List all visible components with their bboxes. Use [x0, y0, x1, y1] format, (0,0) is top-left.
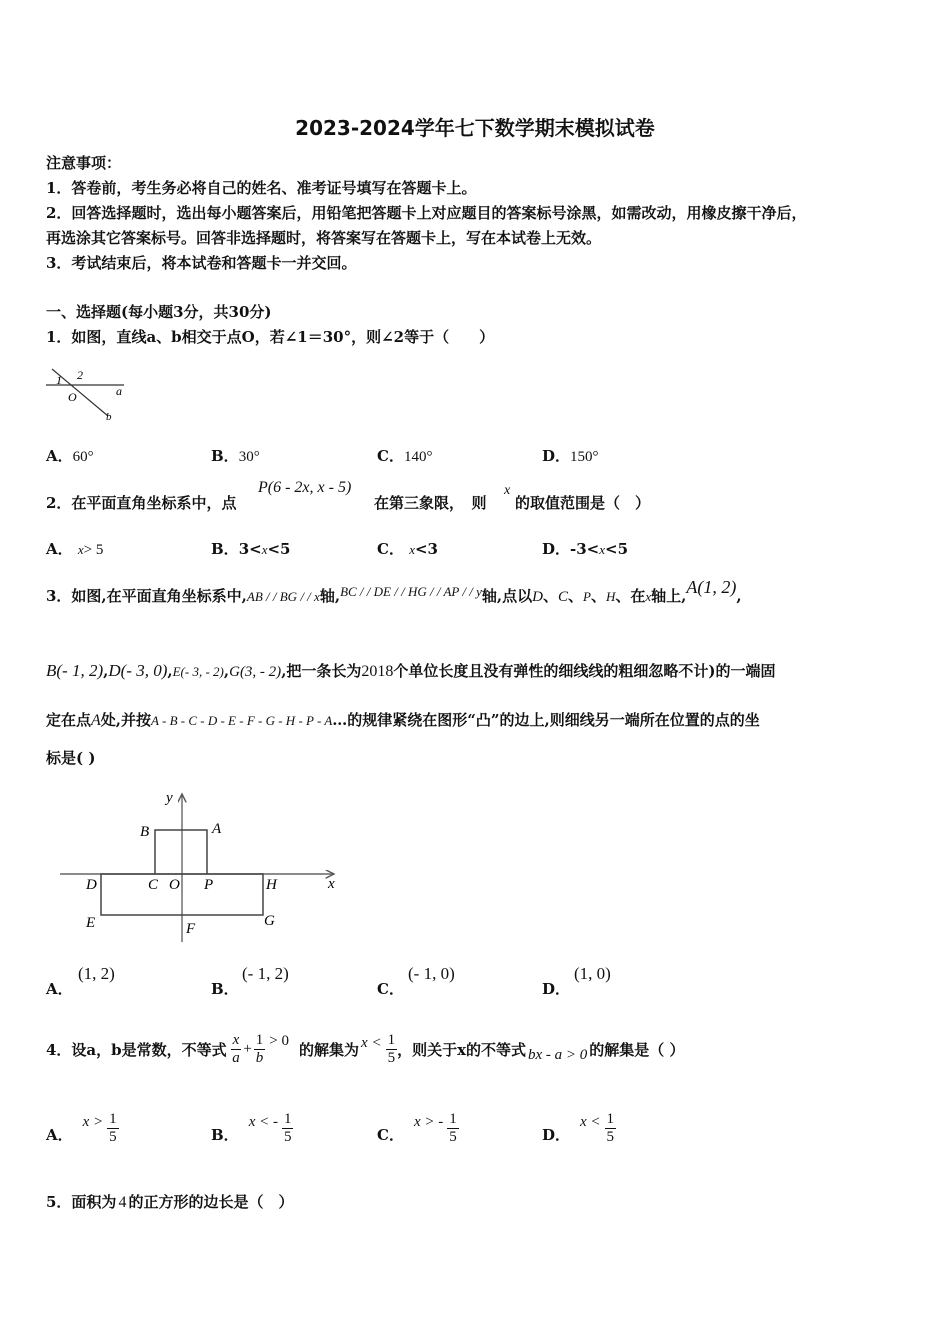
- q3-line-1: 3．如图,在平面直角坐标系中, AB / / BG / / x 轴, BC / / DE / / HG / / AP / / y 轴,点以 D 、 C 、 P 、 H 、在 x 轴上, A(1, 2) ,: [46, 577, 742, 605]
- point-p-label: P: [204, 877, 214, 893]
- q3-option-c-key[interactable]: C．: [377, 980, 404, 998]
- section-heading: 一、选择题(每小题3分，共30分): [46, 303, 272, 321]
- notes-item-1: 1．答卷前，考生务必将自己的姓名、准考证号填写在答题卡上。: [46, 179, 477, 197]
- q1-figure: [44, 364, 130, 422]
- x-label: x: [328, 876, 335, 892]
- q1-option-d[interactable]: D．150°: [542, 447, 599, 465]
- q3-option-d-key[interactable]: D．: [542, 980, 571, 998]
- q3-line-3: 定在点 A 处,并按 A - B - C - D - E - F - G - H - P - A …的规律紧绕在图形“凸”的边上,则细线另一端所在位置的点的坐: [46, 711, 760, 729]
- point-h-label: H: [266, 877, 277, 893]
- top-rect: [155, 830, 207, 874]
- point-o-label: O: [68, 390, 77, 404]
- q2-option-c[interactable]: C． x<3: [377, 540, 438, 558]
- q2-option-d[interactable]: D．-3<x<5: [542, 540, 629, 558]
- point-d-label: D: [86, 877, 97, 893]
- point-f-label: F: [186, 921, 196, 937]
- q1-option-c[interactable]: C．140°: [377, 447, 433, 465]
- q1-option-a[interactable]: A．60°: [46, 447, 94, 465]
- angle-1-label: 1: [56, 373, 62, 387]
- q4-option-d[interactable]: D． x < $\frac{1}{5}$: [542, 1110, 615, 1145]
- q3-line-2: B(- 1, 2) , D(- 3, 0) , E(- 3, - 2) , G(3, - 2) ,把一条长为 2018 个单位长度且没有弹性的细线线的粗细忽略不计)的一端固: [46, 661, 776, 680]
- q3-option-d-value[interactable]: (1, 0): [574, 964, 611, 983]
- point-o-label: O: [169, 877, 180, 893]
- q1-option-b[interactable]: B．30°: [211, 447, 260, 465]
- notes-item-2a: 2．回答选择题时，选出每小题答案后，用铅笔把答题卡上对应题目的答案标号涂黑，如需改动，用橡皮擦干净后，: [46, 204, 807, 222]
- q3-option-c-value[interactable]: (- 1, 0): [408, 964, 455, 983]
- q2-var: x: [504, 483, 511, 498]
- q3-option-b-key[interactable]: B．: [211, 980, 239, 998]
- q3-option-a-value[interactable]: (1, 2): [78, 964, 115, 983]
- q2-prefix: 2．在平面直角坐标系中，点: [46, 494, 237, 512]
- point-b-label: B: [140, 824, 150, 840]
- q2-suffix: 的取值范围是（ ）: [515, 494, 651, 512]
- q4-stem: 4．设a，b是常数，不等式 $\frac{x}{a}$ + $\frac{1}{b}$ > 0 的解集为 x < $\frac{1}{5}$ ，则关于x的不等式 bx - a > 0 的解集是（ ）: [46, 1031, 685, 1066]
- line-b-label: b: [106, 411, 112, 422]
- point-g-label: G: [264, 913, 275, 929]
- notes-heading: 注意事项：: [46, 154, 122, 172]
- angle-2-label: 2: [77, 368, 83, 382]
- notes-item-2b: 再选涂其它答案标号。回答非选择题时，将答案写在答题卡上，写在本试卷上无效。: [46, 229, 602, 247]
- q3-option-a-key[interactable]: A．: [46, 980, 73, 998]
- q1-stem: 1．如图，直线a、b相交于点O，若∠1＝30°，则∠2等于（ ）: [46, 328, 495, 346]
- line-a-label: a: [116, 384, 122, 398]
- q2-point: P(6 - 2x, x - 5): [258, 479, 352, 496]
- q3-line-4: 标是( ): [46, 749, 96, 767]
- q2-option-a[interactable]: A． x> 5: [46, 540, 104, 558]
- q4-option-b[interactable]: B． x < - $\frac{1}{5}$: [211, 1110, 292, 1145]
- q2-option-b[interactable]: B．3<x<5: [211, 540, 291, 558]
- q3-figure: [58, 786, 348, 948]
- q4-option-c[interactable]: C． x > - $\frac{1}{5}$: [377, 1110, 457, 1145]
- y-label: y: [166, 790, 173, 806]
- q5-stem: 5．面积为 4 的正方形的边长是（ ）: [46, 1193, 294, 1211]
- point-a-label: A: [212, 821, 222, 837]
- notes-item-3: 3．考试结束后，将本试卷和答题卡一并交回。: [46, 254, 357, 272]
- q4-frac-1-over-b: $\frac{1}{b}$: [255, 1031, 264, 1066]
- q4-frac-x-over-a: $\frac{x}{a}$: [232, 1031, 240, 1066]
- page-title: 2023-2024学年七下数学期末模拟试卷: [295, 116, 655, 140]
- point-e-label: E: [86, 915, 96, 931]
- q4-option-a[interactable]: A． x > $\frac{1}{5}$: [46, 1110, 117, 1145]
- point-c-label: C: [148, 877, 159, 893]
- q3-option-b-value[interactable]: (- 1, 2): [242, 964, 289, 983]
- q2-middle: 在第三象限， 则: [374, 494, 487, 512]
- q4-solution-frac: $\frac{1}{5}$: [387, 1031, 396, 1066]
